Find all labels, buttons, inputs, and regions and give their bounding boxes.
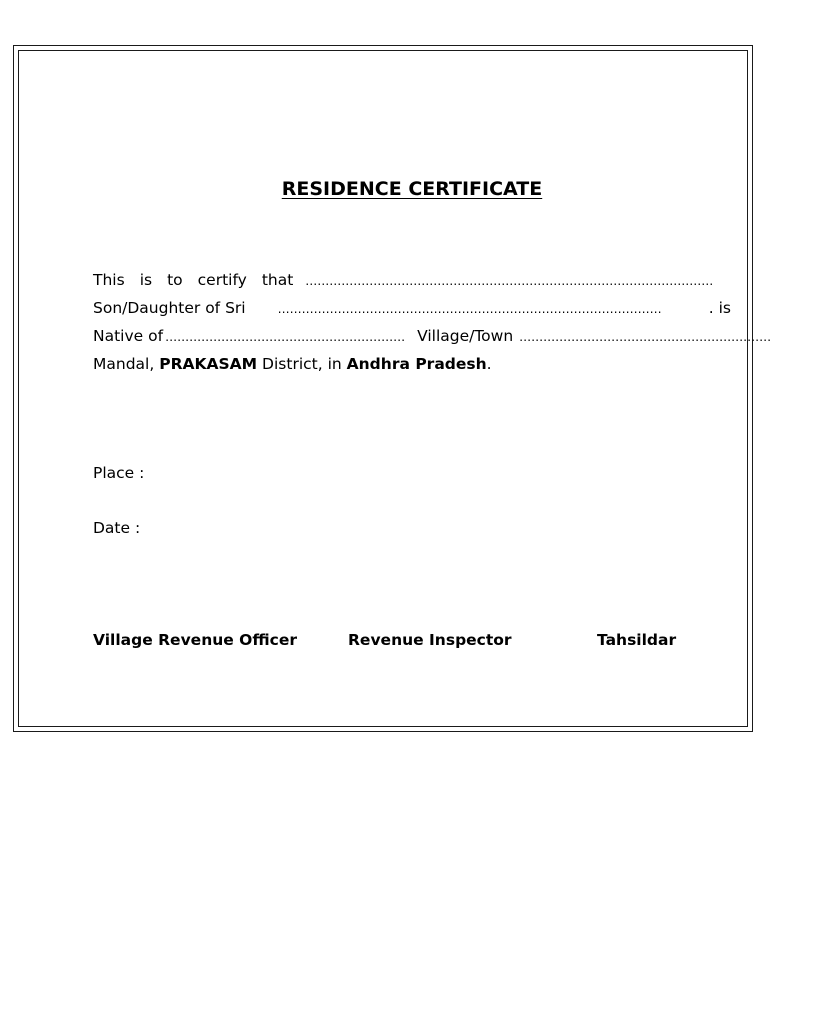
village-town-label: Village/Town bbox=[417, 327, 514, 345]
signatory-tahsildar: Tahsildar bbox=[597, 631, 677, 649]
word-to: to bbox=[167, 271, 183, 289]
word-certify: certify bbox=[197, 271, 247, 289]
parent-line bbox=[93, 298, 731, 319]
mandal-label: Mandal, bbox=[93, 355, 155, 373]
parent-name-blank: …………………………………………………………………………………… bbox=[277, 302, 662, 316]
signatory-revenue-inspector: Revenue Inspector bbox=[348, 631, 512, 649]
village-blank: …………………………………………………… bbox=[165, 330, 406, 344]
place-label: Place : bbox=[93, 464, 145, 482]
parent-prefix: Son/Daughter of Sri bbox=[93, 299, 246, 317]
mandal-line bbox=[93, 354, 731, 374]
district-name: PRAKASAM bbox=[159, 355, 258, 373]
name-blank: ………………………………………………………………………………………… bbox=[305, 274, 714, 288]
state-name: Andhra Pradesh bbox=[346, 355, 487, 373]
word-that: that bbox=[261, 271, 294, 289]
date-label: Date : bbox=[93, 519, 141, 537]
village-town-blank: ……………………………………………………… bbox=[519, 330, 772, 344]
certificate-title: RESIDENCE CERTIFICATE bbox=[281, 178, 543, 200]
word-is: is bbox=[139, 271, 153, 289]
native-line bbox=[93, 326, 772, 347]
signatory-village-revenue-officer: Village Revenue Officer bbox=[93, 631, 297, 649]
parent-suffix: . is bbox=[708, 299, 731, 317]
native-prefix: Native of bbox=[93, 327, 164, 345]
word-this: This bbox=[93, 271, 125, 289]
district-label: District, in bbox=[262, 355, 342, 373]
certificate-inner-border bbox=[18, 50, 748, 727]
certify-line bbox=[93, 270, 731, 291]
line-end: . bbox=[486, 355, 492, 373]
